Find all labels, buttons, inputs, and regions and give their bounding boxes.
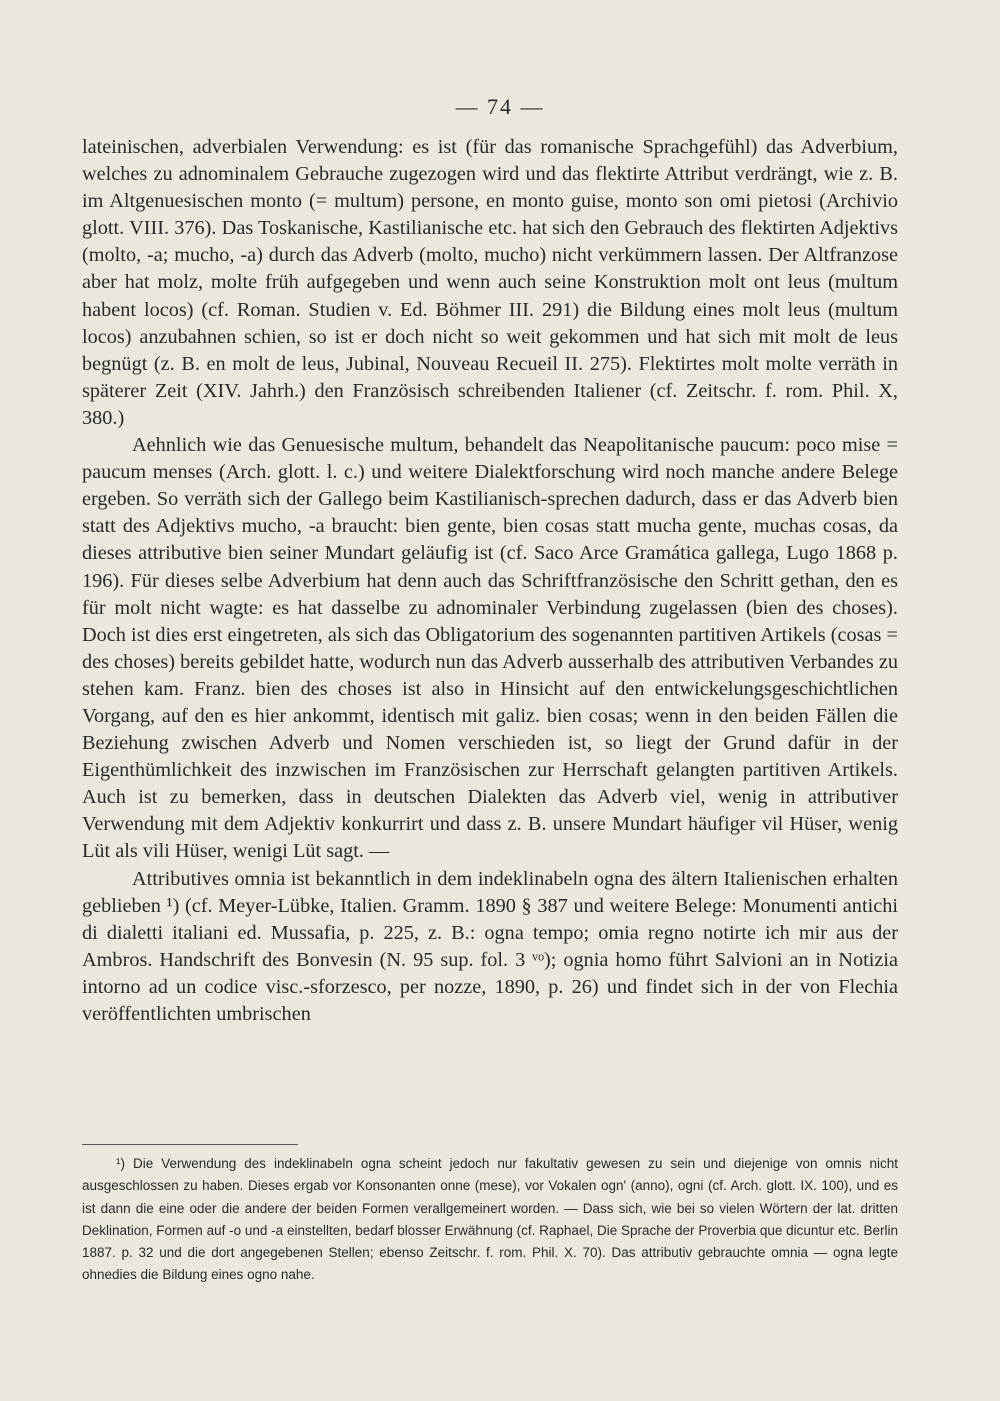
footnotes	[82, 1153, 898, 1287]
paragraph-3: Attributives omnia ist bekanntlich in dem indeklinabeln ogna des ältern Italienischen erhalten geblieben ¹) (cf. Meyer-Lübke, Italien. Gramm. 1890 § 387 und weitere Belege: Monumenti antichi di dialetti italiani ed. Mussafia, p. 225, z. B.: ogna tempo; omia regno notirte ich mir aus der Ambros. Handschrift des Bonvesin (N. 95 sup. fol. 3 ᵛᵒ); ognia homo führt Salvioni an in Notizia intorno ad un codice visc.-sforzesco, per nozze, 1890, p. 26) und findet sich in der von Flechia veröffentlichten umbrischen	[82, 867, 898, 1025]
paragraph-1: lateinischen, adverbialen Verwendung: es ist (für das romanische Sprachgefühl) das Adverbium, welches zu adnominalem Gebrauche zugezogen wird und das flektirte Attribut verdrängt, wie z. B. im Altgenuesischen monto (= multum) persone, en monto guise, monto son omi pietosi (Archivio glott. VIII. 376). Das Toskanische, Kastilianische etc. hat sich den Gebrauch des flektirten Adjektivs (molto, -a; mucho, -a) durch das Adverb (molto, mucho) nicht verkümmern lassen. Der Altfranzose aber hat molz, molte früh aufgegeben und wenn auch seine Konstruktion molt ont leus (multum habent locos) (cf. Roman. Studien v. Ed. Böhmer III. 291) die Bildung eines molt leus (multum locos) anzubahnen schien, so ist er doch nicht so weit gekommen und hat sich mit molt de leus begnügt (z. B. en molt de leus, Jubinal, Nouveau Recueil II. 275). Flektirtes molt molte verräth in späterer Zeit (XIV. Jahrh.) den Französisch schreibenden Italiener (cf. Zeitschr. f. rom. Phil. X, 380.)	[82, 136, 898, 429]
paragraph-2: Aehnlich wie das Genuesische multum, behandelt das Neapolitanische paucum: poco mise = paucum menses (Arch. glott. l. c.) und weitere Dialektforschung wird noch manche andere Belege ergeben. So verräth sich der Gallego beim Kastilianisch-sprechen dadurch, dass er das Adverb bien statt des Adjektivs mucho, -a braucht: bien gente, bien cosas statt mucha gente, muchas cosas, da dieses attributive bien seiner Mundart geläufig ist (cf. Saco Arce Gramática gallega, Lugo 1868 p. 196). Für dieses selbe Adverbium hat denn auch das Schriftfranzösische den Schritt gethan, den es für molt nicht wagte: es hat dasselbe zu adnominaler Verbindung zugelassen (bien des choses). Doch ist dies erst eingetreten, als sich das Obligatorium des sogenannten partitiven Artikels (cosas = des choses) bereits gebildet hatte, wodurch nun das Adverb ausserhalb des attributiven Verbandes zu stehen kam. Franz. bien des choses ist also in Hinsicht auf den entwickelungsgeschichtlichen Vorgang, auf den es hier ankommt, identisch mit galiz. bien cosas; wenn in den beiden Fällen die Beziehung zwischen Adverb und Nomen verschieden ist, so liegt der Grund dafür in der Eigenthümlichkeit des inzwischen im Französischen zur Herrschaft gelangten partitiven Artikels. Auch ist zu bemerken, dass in deutschen Dialekten das Adverb viel, wenig in attributiver Verwendung mit dem Adjektiv konkurrirt und dass z. B. unsere Mundart häufiger vil Hüser, wenig Lüt als vili Hüser, wenigi Lüt sagt. —	[82, 434, 898, 863]
main-text	[82, 134, 898, 1028]
page-number: — 74 —	[455, 94, 545, 119]
footnote-1: ¹) Die Verwendung des indeklinabeln ogna scheint jedoch nur fakultativ gewesen zu sein und diejenige von omnis nicht ausgeschlossen zu haben. Dieses ergab vor Konsonanten onne (mese), vor Vokalen ogn' (anno), ogni (cf. Arch. glott. IX. 100), und es ist dann die eine oder die andere der beiden Formen verallgemeinert worden. — Dass sich, wie bei so vielen Wörtern der lat. dritten Deklination, Formen auf -o und -a einstellten, bedarf blosser Erwähnung (cf. Raphael, Die Sprache der Proverbia que dicuntur etc. Berlin 1887. p. 32 und die dort angegebenen Stellen; ebenso Zeitschr. f. rom. Phil. X. 70). Das attributiv gebrauchte omnia — ogna legte ohnedies die Bildung eines ogno nahe.	[82, 1156, 898, 1283]
footnote-divider	[82, 1144, 298, 1145]
